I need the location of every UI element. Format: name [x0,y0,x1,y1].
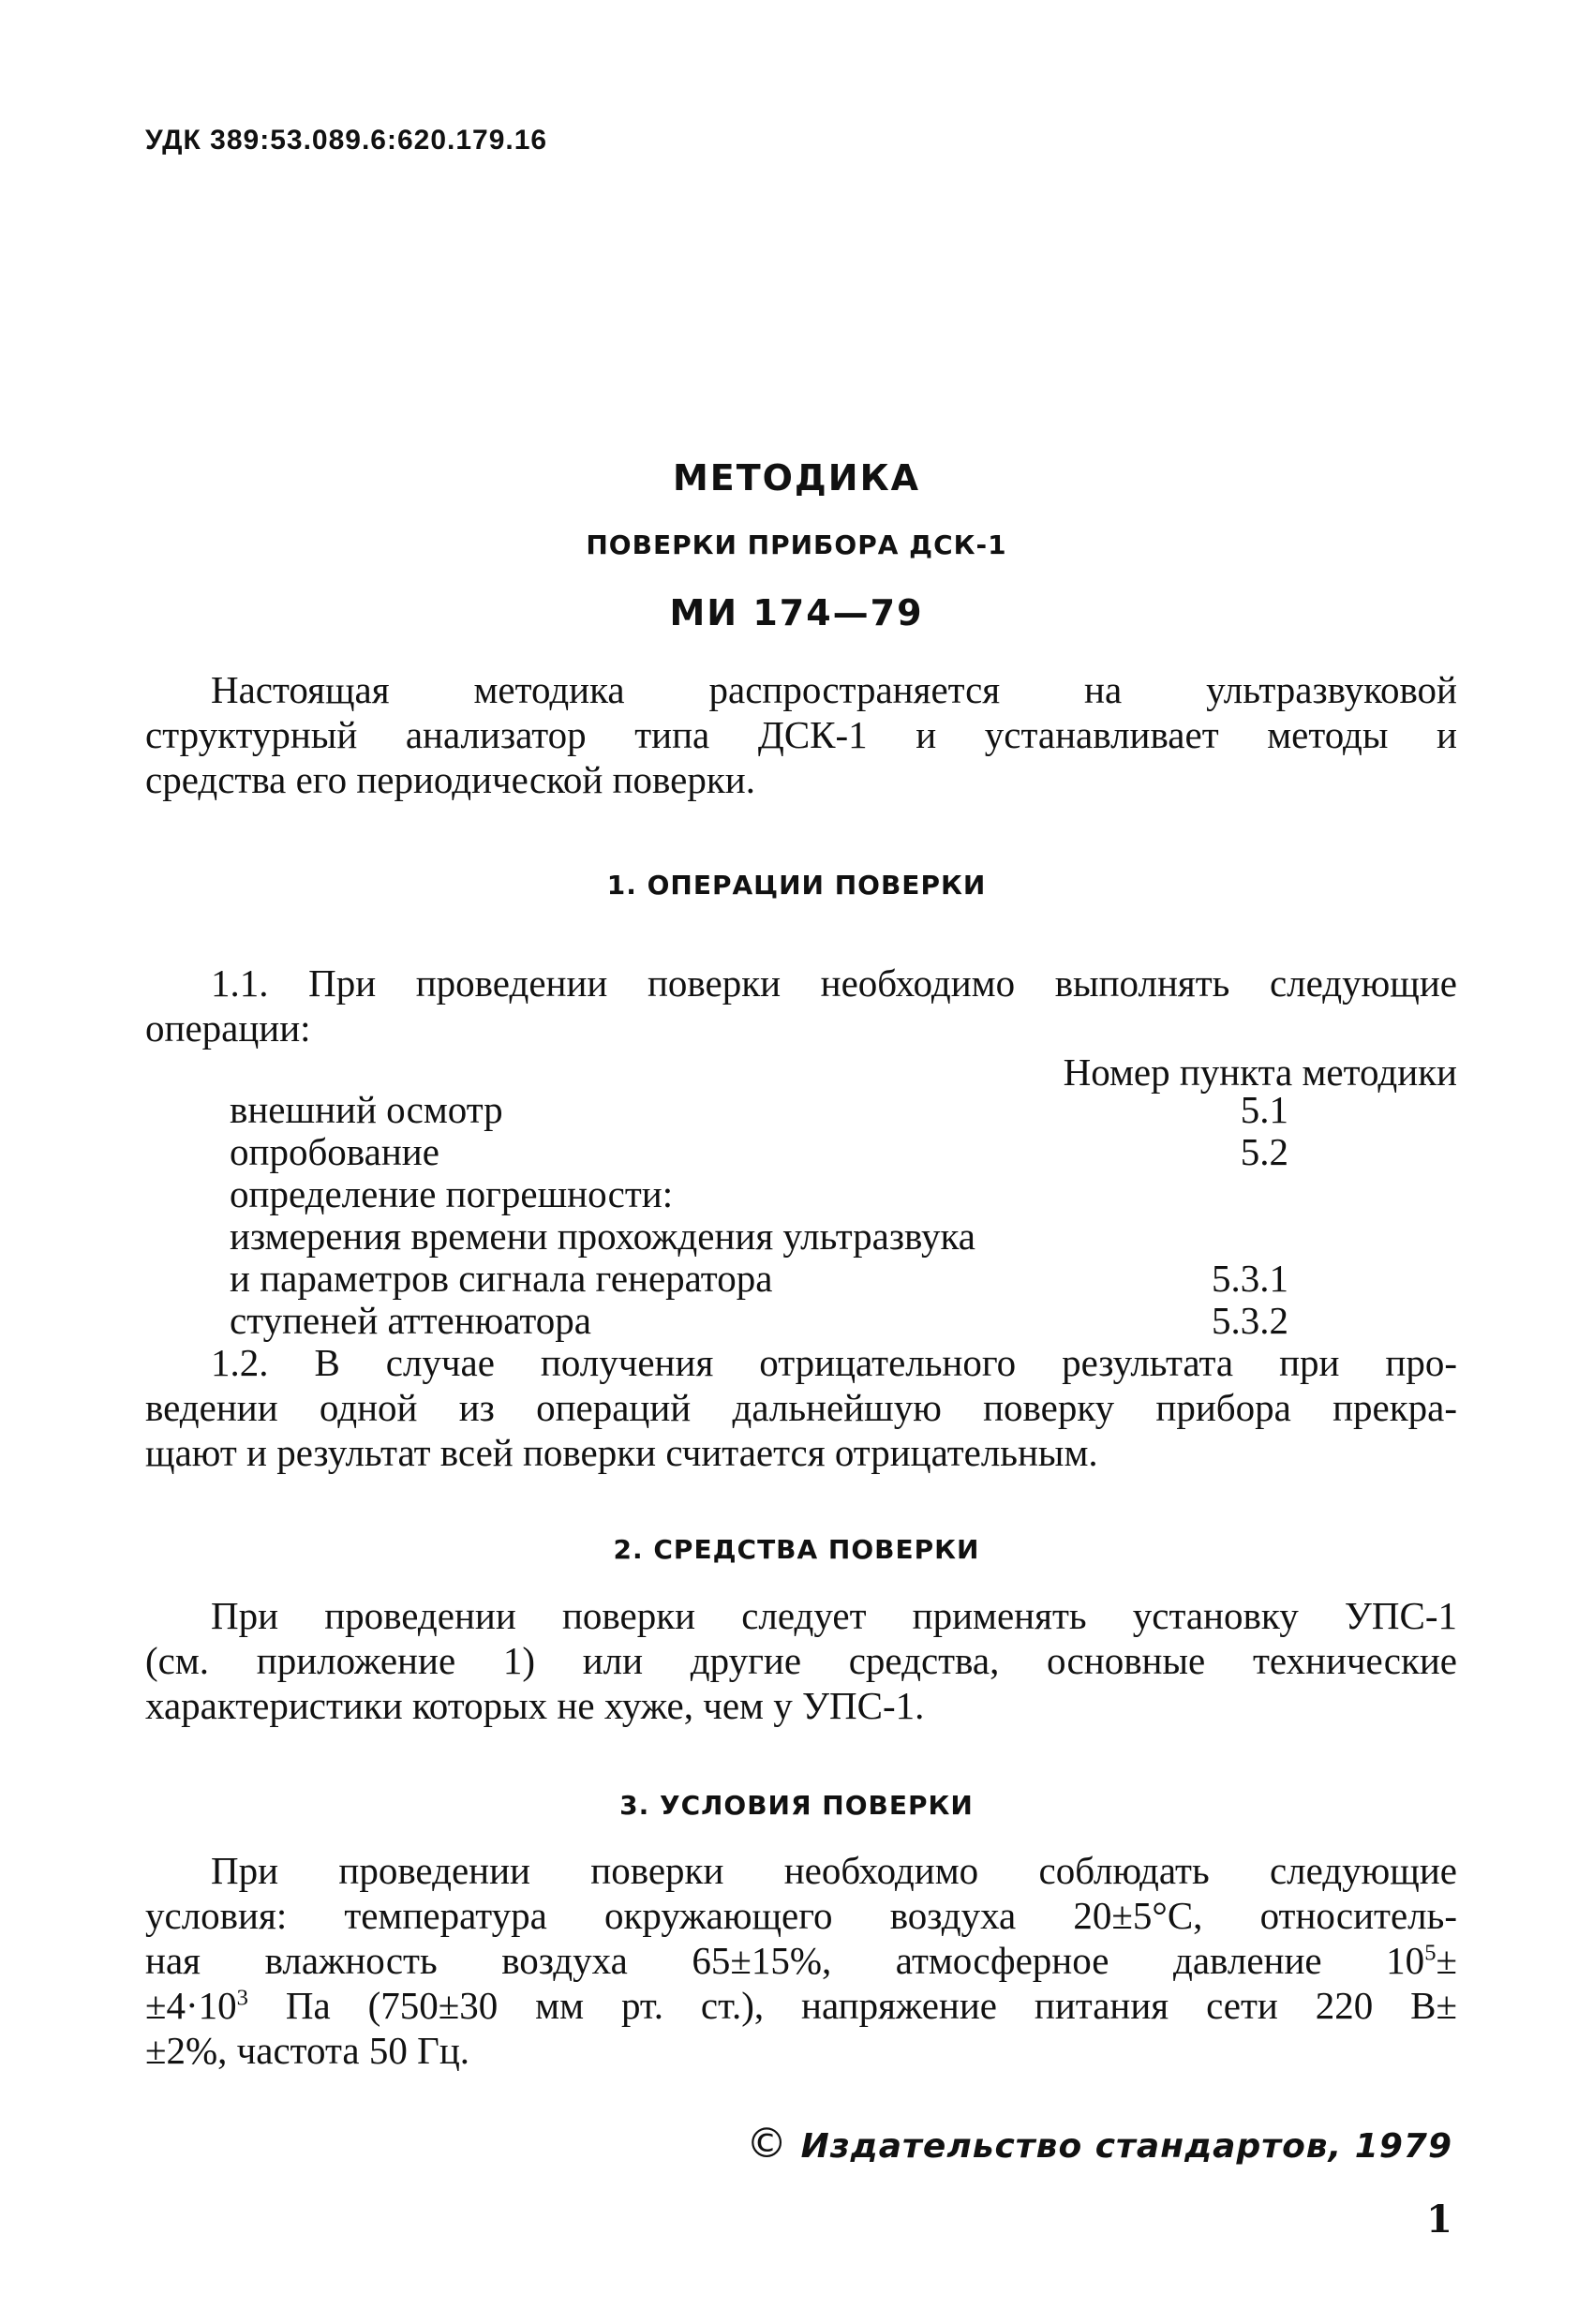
operation-label: и параметров сигнала генератора [230,1257,773,1300]
operation-number: 5.3.1 [1212,1257,1288,1300]
p11-line-1: 1.1. При проведении поверки необходимо выполнять следующие [211,961,1457,1005]
operation-number: 5.2 [1240,1130,1288,1173]
intro-line-2: структурный анализатор типа ДСК-1 и устанавливает методы и [145,713,1457,756]
document-code: МИ 174—79 [669,592,924,633]
operation-label: измерения времени прохождения ультразвука [230,1214,975,1258]
section-3-line-3: ная влажность воздуха 65±15%, атмосферное давление $10^5\pm$ [145,1939,1457,1982]
copyright-notice [746,2120,1452,2168]
section-3-line-4: $\pm 4\cdot 10^3$ Па (750±30 мм рт. ст.), напряжение питания сети 220 В± [145,1984,1457,2027]
operation-label: ступеней аттенюатора [230,1299,591,1342]
p11-line-2: операции: [145,1006,311,1050]
document-title: МЕТОДИКА [672,457,921,499]
operations-column-header: Номер пункта методики [1063,1050,1457,1094]
section-2-line-3: характеристики которых не хуже, чем у УПС-1. [145,1684,925,1727]
p12-line-3: щают и результат всей поверки считается отрицательным. [145,1431,1098,1474]
section-1-heading: 1. ОПЕРАЦИИ ПОВЕРКИ [606,870,987,901]
document-subtitle: ПОВЕРКИ ПРИБОРА ДСК-1 [586,529,1007,560]
operation-number: 5.1 [1240,1088,1288,1131]
operation-label: внешний осмотр [230,1088,503,1131]
p12-line-1: 1.2. В случае получения отрицательного результата при про- [211,1341,1457,1384]
section-3-line-1: При проведении поверки необходимо соблюдать следующие [211,1849,1457,1892]
operation-label: опробование [230,1130,439,1173]
copyright-icon: © [746,2120,789,2168]
page-number: 1 [1426,2197,1452,2242]
intro-line-3: средства его периодической поверки. [145,758,755,801]
operation-number: 5.3.2 [1212,1299,1288,1342]
section-3-line-2: условия: температура окружающего воздуха 20±5°С, относитель- [145,1894,1457,1937]
section-2-line-1: При проведении поверки следует применять установку УПС-1 [211,1594,1457,1637]
section-3-line-5: ±2%, частота 50 Гц. [145,2029,470,2072]
intro-line-1: Настоящая методика распространяется на ультразвуковой [211,668,1457,711]
operation-label: определение погрешности: [230,1172,674,1215]
section-3-heading: 3. УСЛОВИЯ ПОВЕРКИ [619,1790,974,1821]
section-2-line-2: (см. приложение 1) или другие средства, основные технические [145,1639,1457,1682]
copyright-text: Издательство стандартов, 1979 [800,2127,1452,2166]
udk-code: УДК 389:53.089.6:620.179.16 [145,125,548,156]
section-2-heading: 2. СРЕДСТВА ПОВЕРКИ [613,1534,980,1565]
p12-line-2: ведении одной из операций дальнейшую поверку прибора прекра- [145,1386,1457,1429]
